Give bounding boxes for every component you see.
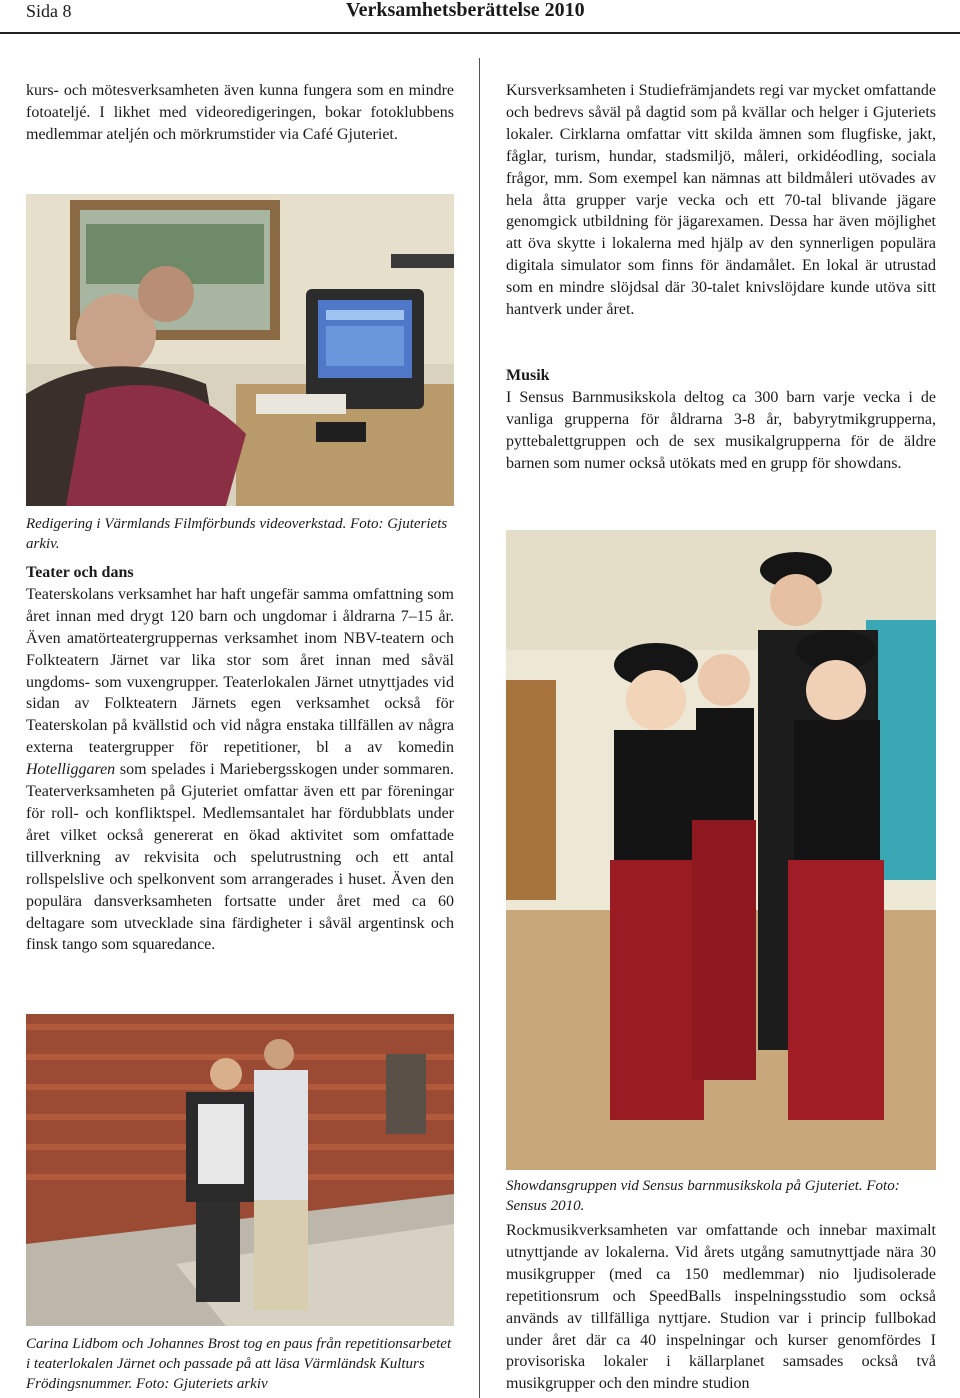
heading-theater: Teater och dans xyxy=(26,564,134,581)
caption-video-editing: Redigering i Värmlands Filmförbunds videoverkstad. Foto: Gjuteriets arkiv. xyxy=(26,516,448,552)
heading-music: Musik xyxy=(506,367,550,384)
page-number: Sida 8 xyxy=(26,1,72,21)
page-title: Verksamhetsberättelse 2010 xyxy=(346,0,585,21)
photo-showdance xyxy=(506,530,936,1170)
section-music xyxy=(506,365,936,475)
caption-lidbom-brost: Carina Lidbom och Johannes Brost tog en paus från repetitionsarbetet i teaterlokalen Järnet och passade på att läsa Värmländsk Kulturs Frödingsnummer. Foto: Gjuteriets arkiv xyxy=(26,1336,452,1392)
theater-paragraph: Teaterskolans verksamhet har haft ungefär samma omfattning som året innan med drygt 120 barn och ungdomar i åldrarna 7–15 år. Även amatörteatergruppernas verksamhet inom NBV-teatern och Folkteatern Järnet var lika stor som året innan med såväl ungdoms- som vuxengrupper. Teaterlokalen Järnet utnyttjades vid sidan av Folkteatern Järnets egen verksamhet också för Teaterskolan på kvällstid och vid några enstaka tillfällen av några externa teatergrupper för repetitioner, bl a av komedin Hotelliggaren som spelades i Mariebergsskogen under sommaren. Teaterverksamheten på Gjuteriet omfattar även ett par föreningar för roll- och konfliktspel. Medlemsantalet har fördubblats under året vilket också genererat en ökad aktivitet som omfattade tillverkning av rekvisita och spelutrustning och ett antal rollspelslive och spelkonvent som arrangerades i huset. Även den populära dansverksamheten fortsatte under året med ca 60 deltagare som utvecklade sina färdigheter i såväl argentinsk och finsk tango som squaredance. xyxy=(26,585,454,954)
photo-video-editing xyxy=(26,194,454,506)
music-paragraph: I Sensus Barnmusikskola deltog ca 300 barn varje vecka i de vanliga grupperna för åldrarna 3-8 år, babyrytmikgrupperna, pyttebalettgruppen och de sex musikalgrupperna för de äldre barnen som numer också utökats med en grupp för showdans. xyxy=(506,388,936,472)
caption-showdance: Showdansgruppen vid Sensus barnmusikskola på Gjuteriet. Foto: Sensus 2010. xyxy=(506,1178,900,1214)
photo-lidbom-brost xyxy=(26,1014,454,1326)
section-theater xyxy=(26,562,454,956)
rock-paragraph: Rockmusikverksamheten var omfattande och innebar maximalt utnyttjande av lokalerna. Vid årets utgång samutnyttjade nära 30 musikgrupper (med ca 150 medlemmar) nio ljudisolerade repetitionsrum och SpeedBalls inspelningsstudio som också används av tillfälliga nyttjare. Studion var i princip fullbokad under året där ca 40 inspelningar och kurser genomfördes I provisoriska lokaler i källarplanet samsades också två musikgrupper och den mindre studion xyxy=(506,1222,936,1393)
column-divider xyxy=(479,58,480,1398)
courses-paragraph: Kursverksamheten i Studiefrämjandets regi var mycket omfattande och bedrevs såväl på dagtid som på kvällar och helger i Gjuteriets lokaler. Cirklarna omfattar vitt skilda ämnen som flugfiske, jakt, fåglar, turism, hundar, stadsmiljö, måleri, orkidéodling, sociala frågor, mm. Som exempel kan nämnas att bildmåleri utövades av hela åtta grupper varje vecka och ett 70-tal blivande jägare genomgick utbildning för jägarexamen. Dessa har även möjlighet att öva skytte i lokalerna med hjälp av den synnerligen populära digitala simulator som finns för ändamålet. En lokal är utrustad som en mindre slöjdsal där 30-talet knivslöjdare kunde utöva sitt hantverk under året. xyxy=(506,82,936,319)
intro-paragraph: kurs- och mötesverksamheten även kunna fungera som en mindre fotoateljé. I likhet med videoredigeringen, bokar fotoklubbens medlemmar ateljén och mörkrumstider via Café Gjuteriet. xyxy=(26,82,454,143)
page-header xyxy=(0,0,960,34)
